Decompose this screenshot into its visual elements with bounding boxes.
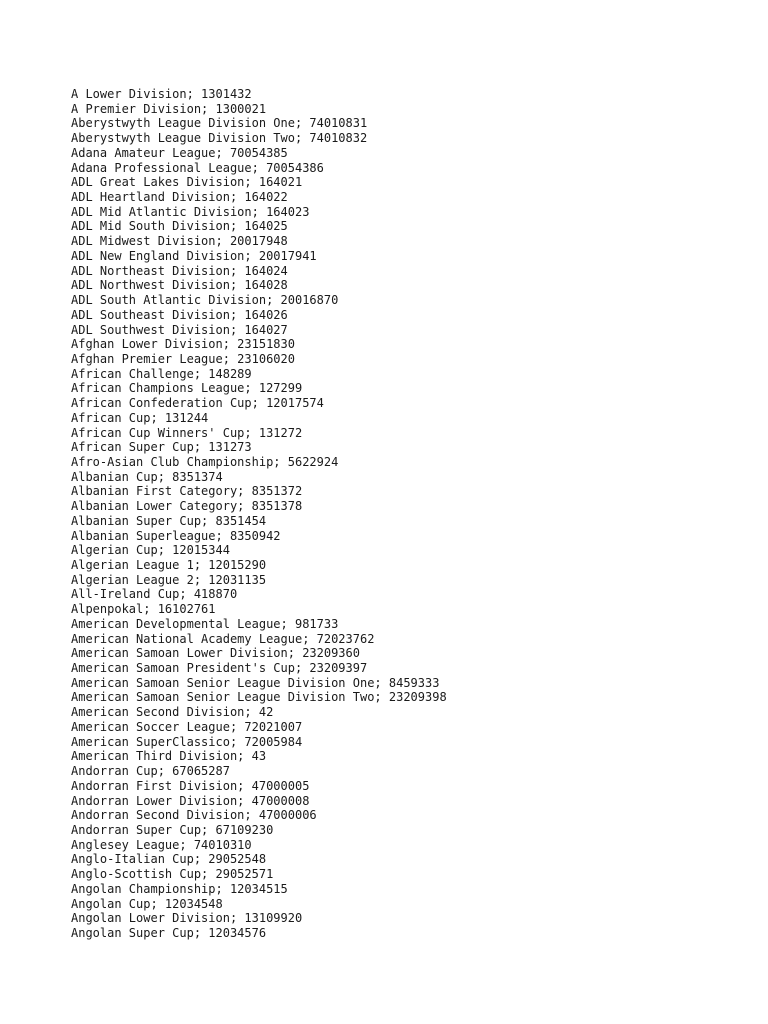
- text-line: American SuperClassico; 72005984: [71, 734, 303, 749]
- text-line: Afghan Premier League; 23106020: [71, 351, 295, 366]
- text-line: Aberystwyth League Division Two; 74010832: [71, 131, 368, 146]
- text-line: Andorran Second Division; 47000006: [71, 808, 317, 823]
- text-line: Angolan Super Cup; 12034576: [71, 925, 267, 940]
- text-line: African Champions League; 127299: [71, 381, 303, 396]
- text-line: A Lower Division; 1301432: [71, 87, 252, 101]
- text-line: Albanian Lower Category; 8351378: [71, 499, 303, 514]
- text-line: ADL South Atlantic Division; 20016870: [71, 293, 339, 308]
- text-line: American Third Division; 43: [71, 749, 267, 764]
- text-line: Afro-Asian Club Championship; 5622924: [71, 454, 339, 469]
- text-line: Angolan Championship; 12034515: [71, 881, 288, 896]
- text-line: Anglo-Scottish Cup; 29052571: [71, 867, 274, 882]
- text-line: Aberystwyth League Division One; 74010831: [71, 116, 368, 131]
- text-line: Adana Professional League; 70054386: [71, 160, 324, 175]
- text-line: Algerian Cup; 12015344: [71, 543, 230, 558]
- text-line: Adana Amateur League; 70054385: [71, 145, 288, 160]
- text-line: African Challenge; 148289: [71, 366, 252, 381]
- text-line: Albanian Superleague; 8350942: [71, 528, 281, 543]
- text-line: ADL Northeast Division; 164024: [71, 263, 288, 278]
- text-line: American Second Division; 42: [71, 705, 274, 720]
- text-line: African Cup Winners' Cup; 131272: [71, 425, 303, 440]
- text-line: Angolan Lower Division; 13109920: [71, 911, 303, 926]
- text-line: Angolan Cup; 12034548: [71, 896, 223, 911]
- text-line: African Super Cup; 131273: [71, 440, 252, 455]
- text-line: ADL Southwest Division; 164027: [71, 322, 288, 337]
- text-line: ADL New England Division; 20017941: [71, 248, 317, 263]
- text-line: A Premier Division; 1300021: [71, 101, 267, 116]
- text-line: African Cup; 131244: [71, 410, 209, 425]
- text-line: ADL Heartland Division; 164022: [71, 190, 288, 205]
- text-line: Albanian Cup; 8351374: [71, 469, 223, 484]
- text-line: ADL Great Lakes Division; 164021: [71, 175, 303, 190]
- text-line: Andorran Lower Division; 47000008: [71, 793, 310, 808]
- text-line: Algerian League 1; 12015290: [71, 558, 267, 572]
- text-line: Albanian First Category; 8351372: [71, 484, 303, 499]
- text-line: American Samoan Senior League Division One; 8459333: [71, 675, 440, 690]
- text-line: Alpenpokal; 16102761: [71, 602, 216, 617]
- text-line: Andorran First Division; 47000005: [71, 778, 310, 793]
- text-line: ADL Northwest Division; 164028: [71, 278, 288, 293]
- text-line: All-Ireland Cup; 418870: [71, 587, 238, 602]
- text-line: American National Academy League; 72023762: [71, 631, 375, 646]
- text-line: ADL Southeast Division; 164026: [71, 307, 288, 322]
- text-line: Afghan Lower Division; 23151830: [71, 337, 295, 352]
- text-line: Andorran Cup; 67065287: [71, 764, 230, 779]
- document-page: [71, 87, 751, 941]
- text-line: ADL Mid Atlantic Division; 164023: [71, 204, 310, 219]
- text-line: Algerian League 2; 12031135: [71, 572, 267, 587]
- text-line: American Samoan President's Cup; 23209397: [71, 661, 368, 676]
- text-line: African Confederation Cup; 12017574: [71, 396, 324, 411]
- text-line: American Samoan Senior League Division Two; 23209398: [71, 690, 447, 705]
- text-line: Anglo-Italian Cup; 29052548: [71, 852, 267, 867]
- text-line: Albanian Super Cup; 8351454: [71, 513, 267, 528]
- text-line: ADL Midwest Division; 20017948: [71, 234, 288, 249]
- text-line: American Samoan Lower Division; 23209360: [71, 646, 360, 661]
- text-line: ADL Mid South Division; 164025: [71, 219, 288, 234]
- text-line: Anglesey League; 74010310: [71, 837, 252, 852]
- text-line: American Soccer League; 72021007: [71, 719, 303, 734]
- text-line: Andorran Super Cup; 67109230: [71, 822, 274, 837]
- text-line: American Developmental League; 981733: [71, 616, 339, 631]
